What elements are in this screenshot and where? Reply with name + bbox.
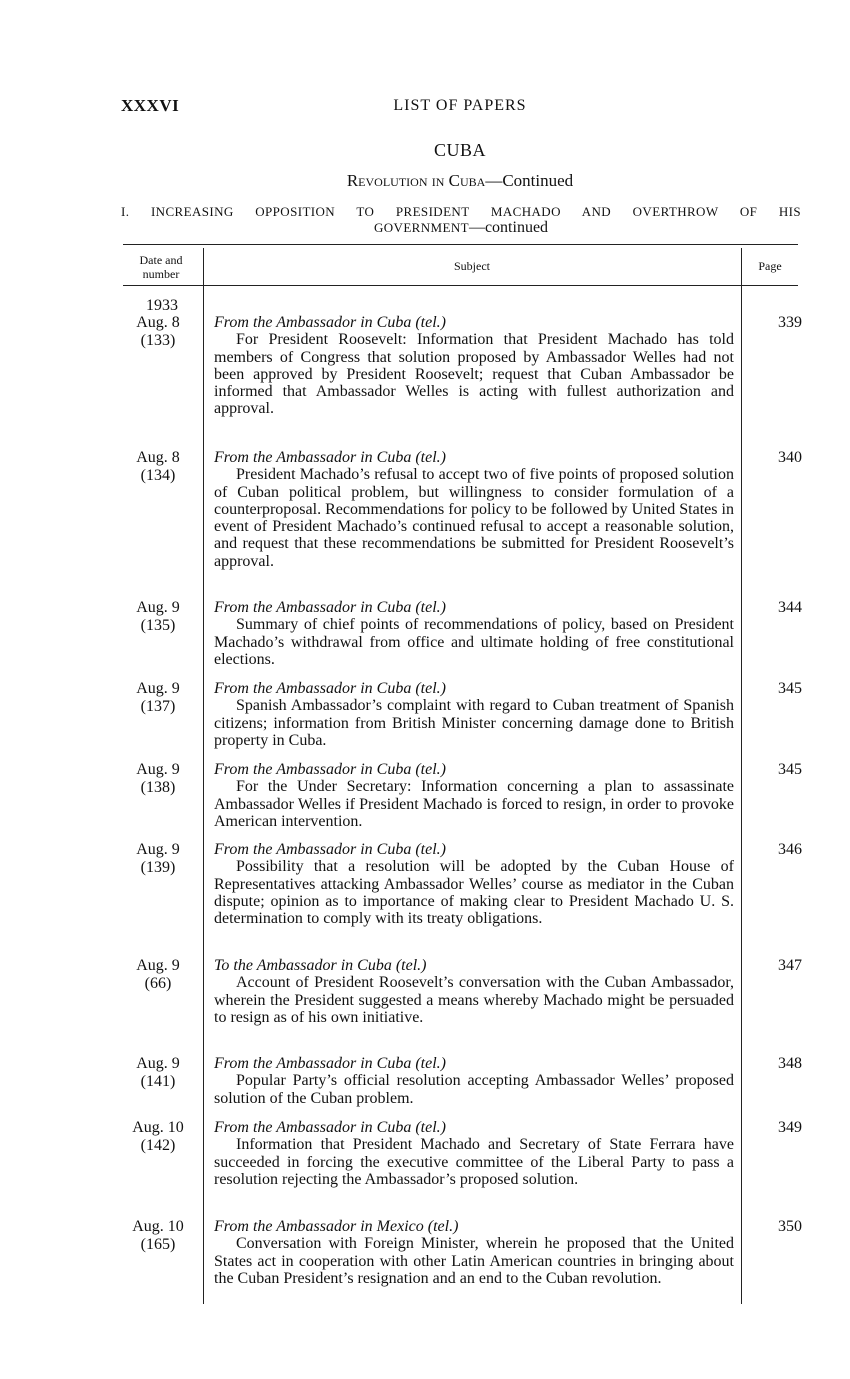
entry-date: Aug. 10: [132, 1218, 184, 1235]
entry-summary: Account of President Roosevelt’s conversation with the Cuban Ambassador, wherein the President suggested a means whereby Machado might be persuaded to resign as of his own initiative.: [214, 974, 734, 1026]
entry-summary: Possibility that a resolution will be adopted by the Cuban House of Representatives attacking Ambassador Welles’ course as mediator in the Cuban dispute; opinion as to importance of making clear to President Machado U. S. determination to comply with its treaty obligations.: [214, 858, 734, 928]
entry-date: Aug. 9: [136, 680, 180, 697]
entry-summary: Spanish Ambassador’s complaint with regard to Cuban treatment of Spanish citizens; information from British Minister concerning damage done to British property in Cuba.: [214, 697, 734, 749]
entry-number: (135): [140, 617, 176, 634]
subject-cell: [214, 314, 734, 418]
entry-date: Aug. 8: [136, 449, 180, 466]
entry-number: (139): [140, 859, 176, 876]
date-cell: [118, 599, 198, 635]
column-divider-left: [203, 248, 204, 1304]
date-cell: [118, 841, 198, 877]
column-divider-right: [741, 248, 742, 1304]
running-head: LIST OF PAPERS: [393, 97, 527, 114]
date-cell: [118, 1218, 198, 1254]
entry-number: (134): [140, 467, 176, 484]
entry-page: 345: [778, 680, 802, 697]
entry-summary: Information that President Machado and Secretary of State Ferrara have succeeded in forcing the executive committee of the Liberal Party to pass a resolution rejecting the Ambassador’s proposed solution.: [214, 1136, 734, 1188]
date-cell: [118, 449, 198, 485]
entry-page: 348: [778, 1055, 802, 1072]
entry-number: (142): [140, 1137, 176, 1154]
entry-number: (165): [140, 1236, 176, 1253]
subsection-heading-line2: [121, 219, 801, 237]
entry-heading: From the Ambassador in Cuba (tel.): [214, 599, 446, 616]
entry-date: Aug. 9: [136, 761, 180, 778]
table-header-rule: [123, 285, 798, 286]
subsection-continued: —continued: [468, 219, 549, 236]
entry-heading: To the Ambassador in Cuba (tel.): [214, 957, 427, 974]
subject-cell: [214, 680, 734, 749]
entry-number: (141): [140, 1073, 176, 1090]
entry-page: 344: [778, 599, 802, 616]
entry-date: Aug. 9: [136, 1055, 180, 1072]
date-cell: [118, 1119, 198, 1155]
country-heading: CUBA: [433, 140, 486, 160]
entry-summary: Conversation with Foreign Minister, wherein he proposed that the United States act in cooperation with other Latin American countries in bringing about the Cuban President’s resignation and an end to the Cuban revolution.: [214, 1235, 734, 1287]
entry-heading: From the Ambassador in Mexico (tel.): [214, 1218, 459, 1235]
column-header-subject: Subject: [454, 259, 490, 273]
entry-date: Aug. 9: [136, 957, 180, 974]
entry-heading: From the Ambassador in Cuba (tel.): [214, 314, 446, 331]
subject-cell: [214, 1218, 734, 1287]
entry-date: Aug. 9: [136, 599, 180, 616]
date-cell: [118, 314, 198, 350]
entry-date: Aug. 10: [132, 1119, 184, 1136]
entry-heading: From the Ambassador in Cuba (tel.): [214, 841, 446, 858]
entry-page: 340: [778, 449, 802, 466]
entry-page: 349: [778, 1119, 802, 1136]
date-cell: [118, 957, 198, 993]
entry-heading: From the Ambassador in Cuba (tel.): [214, 1055, 446, 1072]
date-cell: [118, 1055, 198, 1091]
column-header-date: Date and number: [139, 253, 183, 281]
entry-page: 345: [778, 761, 802, 778]
date-cell: [118, 761, 198, 797]
entry-summary: Summary of chief points of recommendations of policy, based on President Machado’s withdrawal from office and ultimate holding of free constitutional elections.: [214, 616, 734, 668]
subject-cell: [214, 761, 734, 830]
entry-number: (138): [140, 779, 176, 796]
entry-heading: From the Ambassador in Cuba (tel.): [214, 449, 446, 466]
entry-date: Aug. 9: [136, 841, 180, 858]
subject-cell: [214, 957, 734, 1026]
entry-summary: For the Under Secretary: Information concerning a plan to assassinate Ambassador Welles if President Machado is forced to resign, in order to provoke American intervention.: [214, 778, 734, 830]
section-heading: [0, 171, 850, 191]
year-label: 1933: [146, 297, 178, 314]
subject-cell: [214, 1119, 734, 1188]
subsection-heading-line1: I. INCREASING OPPOSITION TO PRESIDENT MACHADO AND OVERTHROW OF HIS: [121, 204, 801, 219]
section-continued: —Continued: [485, 171, 574, 190]
entry-page: 347: [778, 957, 802, 974]
subject-cell: [214, 841, 734, 927]
date-cell: [118, 680, 198, 716]
entry-summary: President Machado’s refusal to accept two of five points of proposed solution of Cuban political problem, but willingness to consider formulation of a counterproposal. Recommendations for policy to be followed by United States in event of President Machado’s continued refusal to accept a reasonable solution, and request that these recommendations be submitted for President Roosevelt’s approval.: [214, 466, 734, 570]
subject-cell: [214, 1055, 734, 1107]
entry-heading: From the Ambassador in Cuba (tel.): [214, 761, 446, 778]
entry-date: Aug. 8: [136, 314, 180, 331]
section-title: Revolution in Cuba: [346, 171, 486, 190]
entry-number: (137): [140, 698, 176, 715]
entry-summary: For President Roosevelt: Information that President Machado has told members of Congress that solution proposed by Ambassador Welles had not been approved by President Roosevelt; request that Cuban Ambassador be informed that Ambassador Welles is acting with fullest authorization and approval.: [214, 331, 734, 418]
entry-heading: From the Ambassador in Cuba (tel.): [214, 1119, 446, 1136]
entry-number: (66): [144, 975, 172, 992]
subject-cell: [214, 449, 734, 570]
page-number: XXXVI: [121, 96, 180, 115]
entry-page: 339: [778, 314, 802, 331]
entry-heading: From the Ambassador in Cuba (tel.): [214, 680, 446, 697]
entry-page: 346: [778, 841, 802, 858]
subsection-government: GOVERNMENT: [373, 220, 469, 235]
table-top-rule: [123, 244, 798, 245]
entry-page: 350: [778, 1218, 802, 1235]
entry-summary: Popular Party’s official resolution accepting Ambassador Welles’ proposed solution of the Cuban problem.: [214, 1072, 734, 1107]
subject-cell: [214, 599, 734, 668]
column-header-page: Page: [758, 259, 782, 273]
entry-number: (133): [140, 332, 176, 349]
